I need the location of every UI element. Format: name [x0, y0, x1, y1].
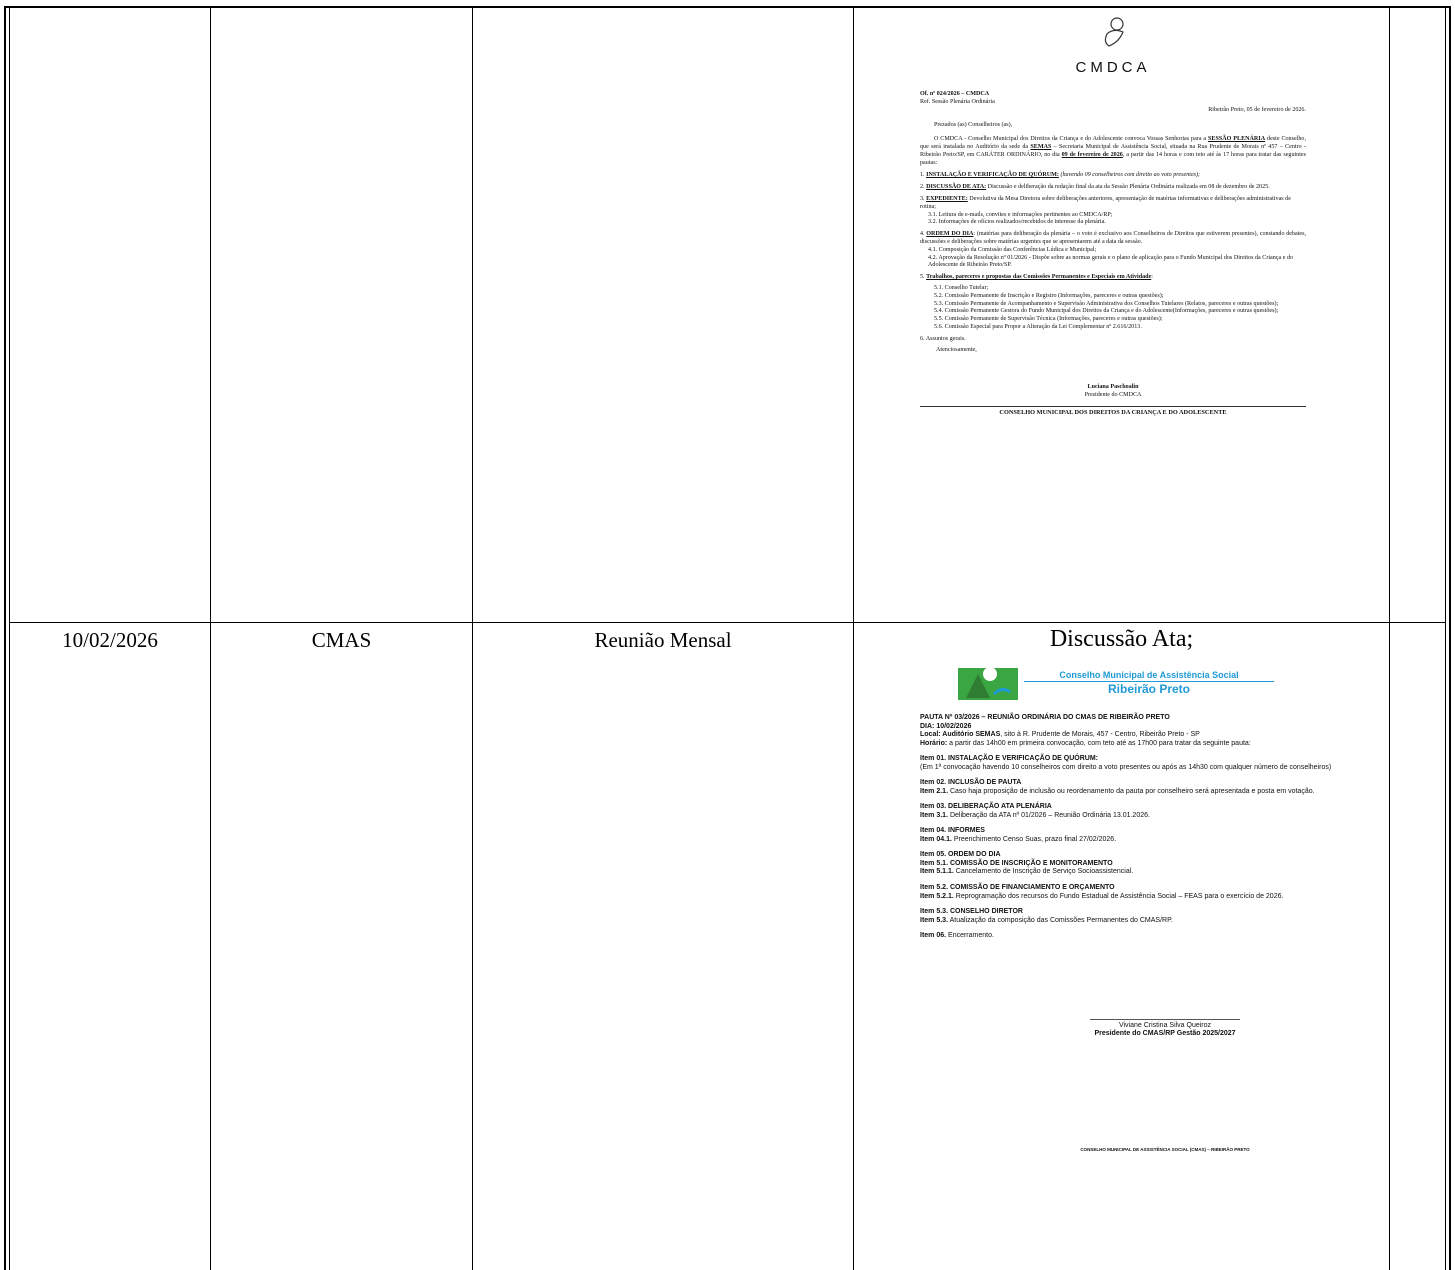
cmas-local — [920, 731, 1410, 740]
cmdca-footer-address — [920, 417, 1306, 425]
cmas-item-05-text: Cancelamento de Inscrição de Serviço Socioassistencial. — [953, 868, 1134, 876]
frame-left-outer — [4, 6, 6, 1270]
cmas-item-05-1-1 — [920, 868, 1410, 877]
cmdca-item-5: 5. Trabalhos, pareceres e propostas das Comissões Permanentes e Especiais em Atividade: — [920, 274, 1153, 281]
cmdca-item-5-6: 5.6. Comissão Especial para Propor a Alteração da Lei Complementar nº 2.616/2013. — [934, 323, 1142, 330]
cmdca-greeting: Prezados (as) Conselheiros (as), — [934, 122, 1013, 129]
cmdca-item-5-title: Trabalhos, pareceres e propostas das Comissões Permanentes e Especiais em Atividade — [926, 274, 1152, 281]
cmdca-item-4-text: : (matérias para deliberação da plenária – o voto é exclusivo aos Conselheiros de Direitos que estiverem presentes), constando debates, discussões e deliberações sobre matérias urgentes que se apresentarem até a data da sessão. — [920, 231, 1307, 245]
cmdca-item-6-text: Assuntos gerais. — [925, 335, 966, 342]
cmas-item-02-1 — [920, 788, 1410, 797]
cmdca-footer-rule — [920, 406, 1306, 407]
cmas-item-05-title: Item 05. ORDEM DO DIA — [920, 851, 1001, 859]
cmas-item-04-1 — [920, 836, 1410, 845]
org-cell: CMAS — [311, 628, 372, 652]
cmdca-item-3: 3. EXPEDIENTE: Devolutiva da Mesa Diretora sobre deliberações anteriores, apresentação de matérias informativas e deliberações administrativas de rotina; — [920, 195, 1291, 210]
cmas-item-06-label: Item 06. — [920, 932, 947, 940]
cmas-item-03-text: Deliberação da ATA nº 01/2026 – Reunião Ordinária 13.01.2026. — [948, 811, 1150, 819]
cmas-footer: CONSELHO MUNICIPAL DE ASSISTÊNCIA SOCIAL (CMAS) – RIBEIRÃO PRETO — [1080, 1146, 1250, 1152]
cmdca-ref-line: Of. nº 024/2026 – CMDCA — [920, 90, 990, 97]
cmas-item-05-3 — [920, 908, 1410, 925]
cmas-item-02-text: Caso haja proposição de inclusão ou reordenamento da pauta por conselheiro será apresentada e posta em votação. — [948, 787, 1315, 795]
cmas-signer-role: Presidente do CMAS/RP Gestão 2025/2027 — [1094, 1030, 1236, 1038]
cmdca-item-4-title: ORDEM DO DIA — [926, 231, 974, 238]
cmdca-intro-3: – Secretaria Municipal de Assistência Social, situada na Rua Prudente de Morais nº 457 – Centro - Ribeirão Preto/SP, em CARÁTER ORDINÁRIO, no dia — [920, 143, 1306, 158]
cmdca-item-5-4: 5.4. Comissão Permanente Gestora do Fundo Municipal dos Direitos da Criança e do Adolescente(Informações, pareceres e outras questões); — [934, 308, 1279, 315]
cmdca-item-4: 4. ORDEM DO DIA: (matérias para deliberação da plenária – o voto é exclusivo aos Conselheiros de Direitos que estiverem presentes), constando debates, discussões e deliberações sobre matérias urgentes que se apresentarem até a data da sessão. — [920, 231, 1307, 245]
cmdca-item-3-text: Devolutiva da Mesa Diretora sobre deliberações anteriores, apresentação de matérias informativas e deliberações administrativas de rotina; — [920, 195, 1291, 210]
cmdca-item-3-title: EXPEDIENTE: — [926, 195, 968, 202]
cmas-horario-label: Horário: — [920, 739, 948, 747]
cmas-horario-text: a partir das 14h00 em primeira convocação, com teto até as 17h00 para tratar da seguinte pauta: — [947, 739, 1251, 747]
cmas-logo-line1: Conselho Municipal de Assistência Social — [1024, 670, 1274, 682]
cmas-item-04-label: Item 04.1. — [920, 835, 952, 843]
cmdca-item-4-2: 4.2. Aprovação da Resolução nº 01/2026 - Dispõe sobre as normas gerais e o plano de aplicação para o Fundo Municipal dos Direitos da Criança e do Adolescente de Ribeirão Preto/SP. — [928, 254, 1294, 269]
cmdca-item-5-5: 5.5. Comissão Permanente de Supervisão Técnica (Informações, pareceres e outras questões); — [934, 316, 1163, 323]
cmas-logo — [958, 664, 1410, 702]
cmdca-item-6: 6. Assuntos gerais. — [920, 335, 966, 342]
cmas-item-052-title: Item 5.2. COMISSÃO DE FINANCIAMENTO E ORÇAMENTO — [920, 883, 1115, 891]
cmdca-item-3-2: 3.2. Informações de ofícios realizados/recebidos de interesse da plenária. — [928, 219, 1106, 226]
cmas-horario — [920, 740, 1410, 749]
cmas-logo-mark-icon — [958, 664, 1018, 702]
cmas-item-053-label: Item 5.3. — [920, 916, 949, 924]
cmdca-intro-bold-1: SESSÃO PLENÁRIA — [1208, 136, 1266, 143]
cmdca-ref-sub: Ref. Sessão Plenária Ordinária — [920, 98, 995, 105]
cmdca-logo-subtitle — [920, 77, 1306, 91]
frame-right-outer — [1449, 6, 1451, 1270]
cmas-item-03-label: Item 3.1. — [920, 811, 949, 819]
cmdca-intro-1: O CMDCA - Conselho Municipal dos Direitos da Criança e do Adolescente convoca Vossas Senhorias para a — [934, 136, 1209, 143]
date-cell: 10/02/2026 — [62, 628, 158, 652]
cmas-item-03-1 — [920, 812, 1410, 821]
cmas-item-053-text: Atualização da composição das Comissões Permanentes do CMAS/RP. — [948, 916, 1173, 924]
cmdca-item-5-1: 5.1. Conselho Tutelar; — [934, 284, 989, 291]
cmas-dia: DIA: 10/02/2026 — [920, 722, 972, 730]
cmas-item-06 — [920, 932, 1410, 941]
cmas-item-02-title: Item 02. INCLUSÃO DE PAUTA — [920, 779, 1022, 787]
cmas-item-01-title: Item 01. INSTALAÇÃO E VERIFICAÇÃO DE QUÓRUM: — [920, 755, 1098, 763]
cmas-item-05-sub: Item 5.1. COMISSÃO DE INSCRIÇÃO E MONITORAMENTO — [920, 859, 1113, 867]
cmas-footer-block — [920, 1147, 1410, 1164]
cmdca-item-1: 1. INSTALAÇÃO E VERIFICAÇÃO DE QUÓRUM: (havendo 09 conselheiros com direito ao voto presentes); — [920, 172, 1201, 179]
cmdca-closing: Atenciosamente, — [936, 346, 977, 353]
cmas-signature-line — [1090, 1019, 1240, 1020]
cmdca-document — [920, 12, 1306, 612]
cmas-item-052-label: Item 5.2.1. — [920, 892, 954, 900]
cmdca-footer: CONSELHO MUNICIPAL DOS DIREITOS DA CRIANÇA E DO ADOLESCENTE — [999, 408, 1227, 416]
cmas-logo-line2: Ribeirão Preto — [1107, 681, 1191, 696]
cmas-item-05-label: Item 5.1.1. — [920, 868, 954, 876]
cmdca-intro-4: , a partir das 14 horas e com teto até às 17 horas para tratar das seguintes pautas: — [920, 151, 1307, 166]
cmdca-item-5-2: 5.2. Comissão Permanente de Inscrição e Registro (Informações, pareceres e outras questões); — [934, 292, 1164, 299]
cmas-item-05-2 — [920, 884, 1410, 901]
cmas-document — [920, 660, 1410, 1260]
cmas-item-02-label: Item 2.1. — [920, 787, 949, 795]
frame-right-inner — [1445, 6, 1446, 1270]
cmas-item-03 — [920, 803, 1410, 820]
event-cell: Reunião Mensal — [594, 628, 732, 652]
cmdca-date-line: Ribeirão Preto, 05 de fevereiro de 2026. — [1208, 106, 1306, 113]
cmdca-intro-bold-3: 09 de fevereiro de 2026 — [1061, 151, 1123, 158]
cmas-item-05-2-1 — [920, 893, 1410, 902]
cmas-item-052-text: Reprogramação dos recursos do Fundo Estadual de Assistência Social – FEAS para o exercício de 2026. — [953, 892, 1284, 900]
cmas-item-04 — [920, 827, 1410, 844]
cmas-item-05-3-1 — [920, 917, 1410, 926]
cmas-item-04-title: Item 04. INFORMES — [920, 827, 985, 835]
cmas-item-04-text: Preenchimento Censo Suas, prazo final 27/02/2026. — [951, 835, 1117, 843]
cmdca-item-2: 2. DISCUSSÃO DE ATA: Discussão e deliberação da redação final da ata da Sessão Plenária Ordinária realizada em 08 de dezembro de 2025. — [920, 184, 1270, 191]
cmdca-logo — [920, 12, 1306, 56]
cmdca-logo-text: CMDCA — [1075, 58, 1151, 76]
cmas-signature — [920, 1019, 1410, 1039]
cmdca-item-4-1: 4.1. Composição da Comissão das Conferências Lúdica e Municipal; — [928, 246, 1097, 253]
cmdca-item-3-1: 3.1. Leitura de e-mails, convites e informações pertinentes ao CMDCA/RP; — [928, 211, 1113, 218]
cmas-pauta: PAUTA Nº 03/2026 – REUNIÃO ORDINÁRIA DO CMAS DE RIBEIRÃO PRETO — [920, 714, 1170, 721]
cmas-footer-address — [920, 1152, 1410, 1164]
cmas-item-053-title: Item 5.3. CONSELHO DIRETOR — [920, 908, 1023, 916]
cmas-signer: Viviane Cristina Silva Queiroz — [1118, 1021, 1212, 1029]
cmdca-item-1-text: (havendo 09 conselheiros com direito ao voto presentes); — [1058, 172, 1201, 179]
cmas-local-label: Local: Auditório SEMAS — [920, 731, 1001, 739]
cmas-item-06-text: Encerramento. — [946, 932, 994, 940]
cmas-header-block — [920, 714, 1410, 748]
cmdca-item-2-text: Discussão e deliberação da redação final da ata da Sessão Plenária Ordinária realizada em 08 de dezembro de 2025. — [986, 184, 1270, 191]
cmdca-emblem-icon — [1093, 12, 1133, 52]
cmdca-intro — [920, 136, 1306, 167]
cmas-item-03-title: Item 03. DELIBERAÇÃO ATA PLENÁRIA — [920, 803, 1052, 811]
cmdca-item-1-title: INSTALAÇÃO E VERIFICAÇÃO DE QUÓRUM: — [926, 172, 1059, 179]
cmas-item-01-text: (Em 1ª convocação havendo 10 conselheiros com direito a voto presentes ou após as 14h30 com qualquer número de conselheiros) — [920, 763, 1332, 771]
frame-top — [4, 6, 1451, 8]
cmdca-signer: Luciana Paschoalin — [1087, 384, 1139, 391]
cmdca-signer-role: Presidente do CMDCA — [1084, 392, 1142, 399]
cmas-item-02 — [920, 779, 1410, 796]
subject-cell: Discussão Ata; — [1049, 626, 1194, 652]
cmas-local-text: , sito à R. Prudente de Morais, 457 - Centro, Ribeirão Preto - SP — [1000, 731, 1200, 739]
cmdca-item-5-3: 5.3. Comissão Permanente de Acompanhamento e Supervisão Administrativa dos Conselhos Tutelares (Relatos, pareceres e outras questões); — [934, 300, 1279, 307]
row-divider — [10, 622, 1446, 623]
cmdca-intro-bold-2: SEMAS — [1030, 143, 1052, 150]
cmdca-intro-2: deste Conselho, que será instalada no Auditório da sede da — [920, 136, 1306, 150]
cmas-item-01 — [920, 755, 1410, 772]
cmdca-item-2-title: DISCUSSÃO DE ATA: — [926, 184, 987, 191]
cmas-item-05 — [920, 851, 1410, 877]
